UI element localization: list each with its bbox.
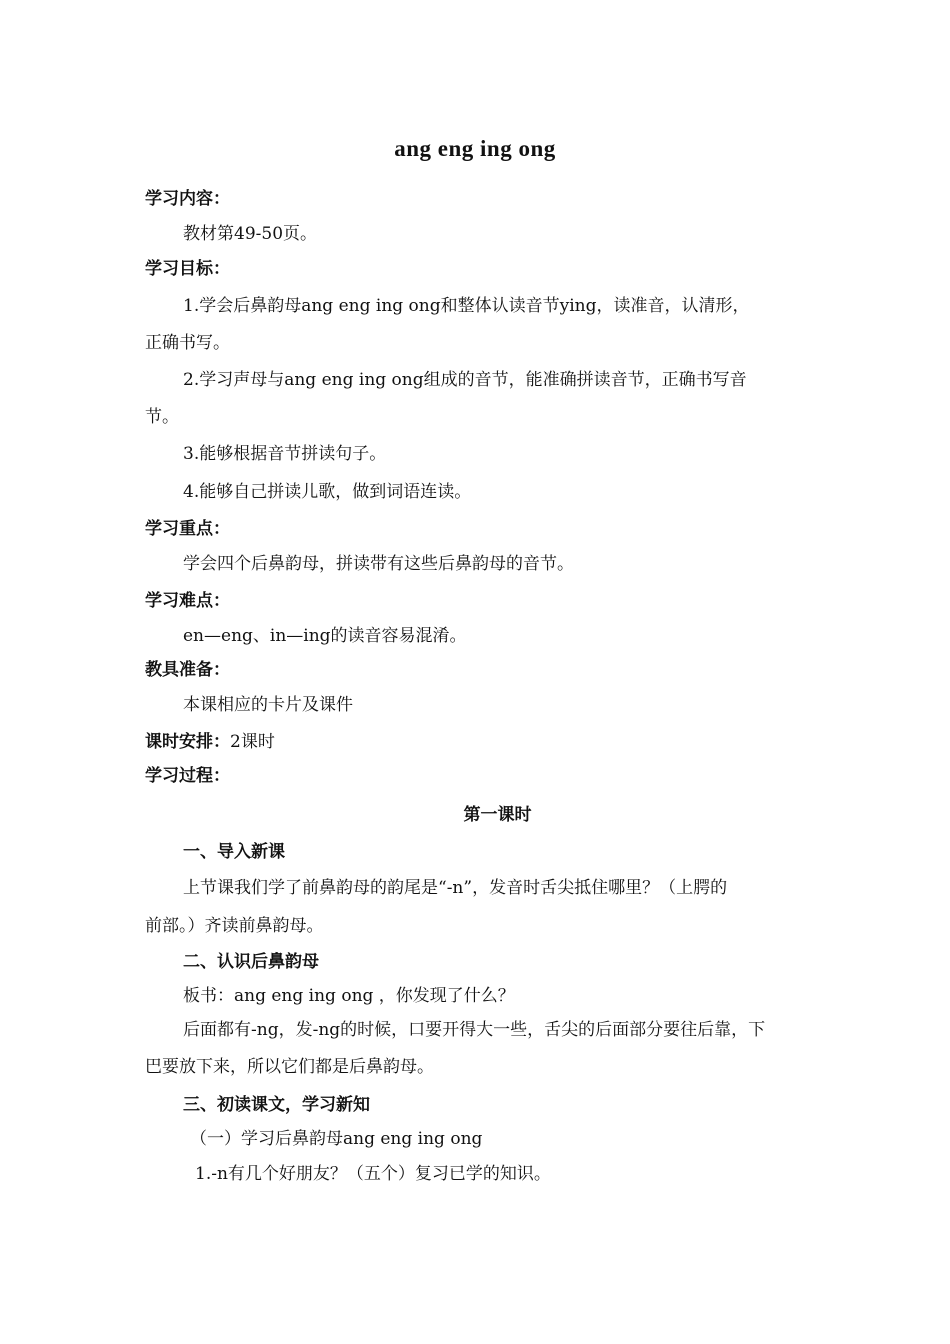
section-3-item-1: 1.-n有几个好朋友？（五个）复习已学的知识。: [195, 1164, 551, 1184]
section-3-subheading: （一）学习后鼻韵母ang eng ing ong: [190, 1129, 483, 1149]
goal-1-line-2: 正确书写。: [145, 333, 230, 353]
lesson-title: 第一课时: [463, 805, 532, 825]
schedule-heading: 课时安排：: [145, 732, 230, 752]
document-title: ang eng ing ong: [394, 136, 556, 161]
difficulty-text: en—eng、in—ing的读音容易混淆。: [183, 626, 467, 646]
content-text: 教材第49-50页。: [183, 224, 318, 244]
goal-2-line-1: 2.学习声母与ang eng ing ong组成的音节，能准确拼读音节，正确书写音: [183, 370, 747, 390]
section-1-line-2: 前部。）齐读前鼻韵母。: [145, 916, 324, 936]
materials-text: 本课相应的卡片及课件: [183, 695, 353, 715]
section-2-line-2: 后面都有-ng，发-ng的时候，口要开得大一些，舌尖的后面部分要往后靠，下: [183, 1020, 766, 1040]
goal-1-line-1: 1.学会后鼻韵母ang eng ing ong和整体认读音节ying，读准音，认清形，: [183, 296, 750, 316]
key-text: 学会四个后鼻韵母，拼读带有这些后鼻韵母的音节。: [183, 554, 574, 574]
schedule-row: [145, 731, 810, 753]
goal-3: 3.能够根据音节拼读句子。: [183, 444, 387, 464]
key-heading: 学习重点：: [145, 519, 230, 539]
process-heading: 学习过程：: [145, 766, 230, 786]
goal-4: 4.能够自己拼读儿歌，做到词语连读。: [183, 482, 472, 502]
section-2-line-3: 巴要放下来，所以它们都是后鼻韵母。: [145, 1057, 434, 1077]
content-heading: 学习内容：: [145, 189, 230, 209]
section-2-heading: 二、认识后鼻韵母: [183, 952, 319, 972]
section-2-line-1: 板书：ang eng ing ong ，你发现了什么？: [183, 986, 515, 1006]
goals-heading: 学习目标：: [145, 259, 230, 279]
schedule-text: 2课时: [230, 732, 275, 752]
difficulty-heading: 学习难点：: [145, 591, 230, 611]
section-1-line-1: 上节课我们学了前鼻韵母的韵尾是“-n”，发音时舌尖抵住哪里？（上腭的: [183, 878, 728, 898]
goal-2-line-2: 节。: [145, 407, 179, 427]
materials-heading: 教具准备：: [145, 660, 230, 680]
section-3-heading: 三、初读课文，学习新知: [183, 1095, 370, 1115]
section-1-heading: 一、导入新课: [183, 842, 285, 862]
